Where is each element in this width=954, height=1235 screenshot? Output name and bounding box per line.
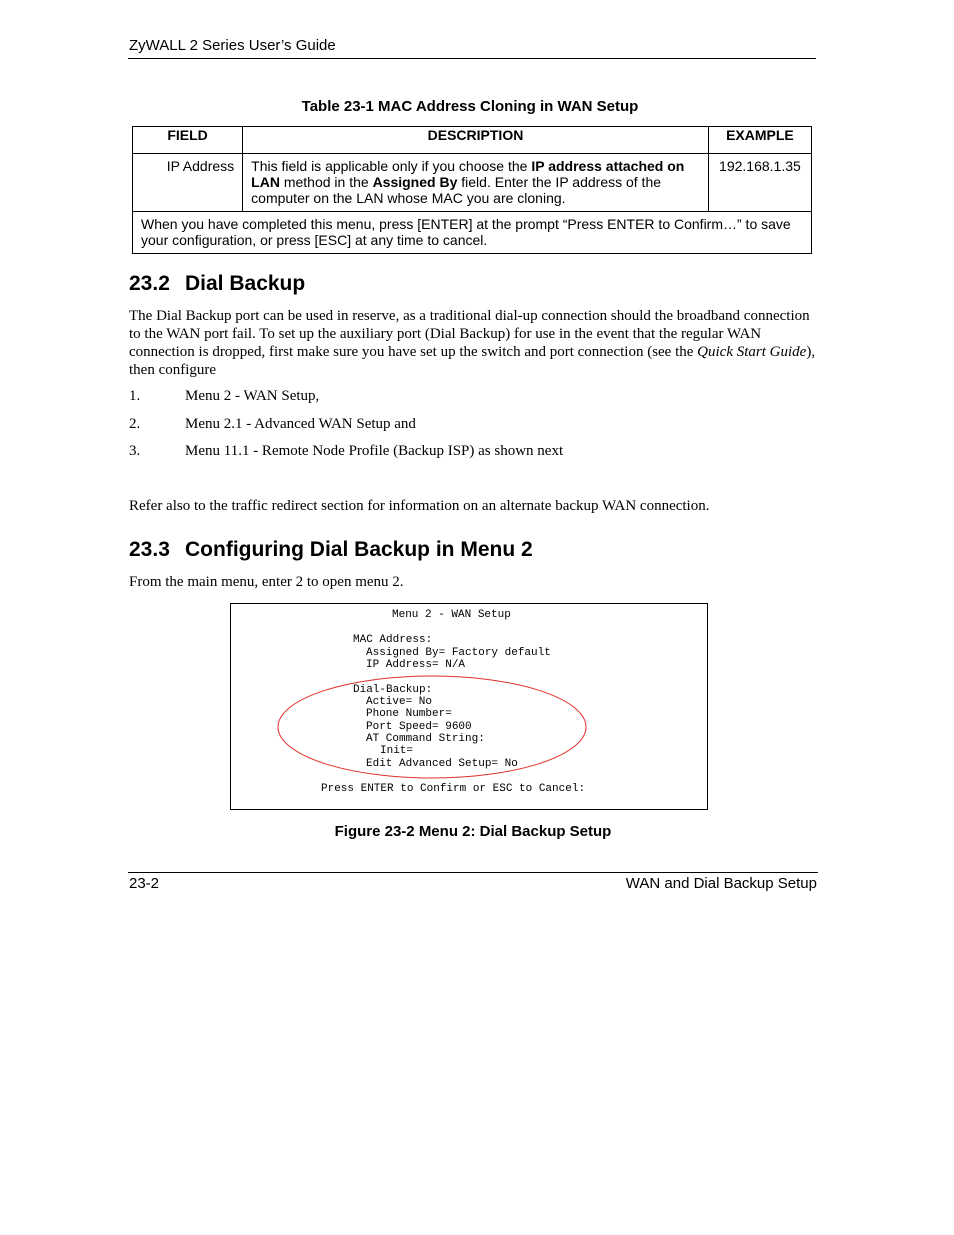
terminal-line: Active= No — [366, 696, 433, 708]
footer-rule — [128, 872, 818, 873]
column-header-example: EXAMPLE — [708, 127, 811, 154]
terminal-line: Phone Number= — [366, 708, 452, 720]
table-caption: Table 23-1 MAC Address Cloning in WAN Setup — [301, 98, 639, 115]
column-header-field: FIELD — [133, 127, 243, 154]
terminal-line: Init= — [380, 745, 414, 757]
section-title: Configuring Dial Backup in Menu 2 — [185, 538, 533, 561]
highlight-ellipse — [277, 675, 589, 781]
terminal-line: Assigned By= Factory default — [366, 647, 551, 659]
section-heading — [129, 538, 533, 562]
cell-example: 192.168.1.35 — [708, 154, 811, 212]
table-note: When you have completed this menu, press [ENTER] at the prompt “Press ENTER to Confirm…” to save your configuration, or press [ESC] at any time to cancel. — [133, 212, 812, 254]
list-number: 3. — [129, 443, 141, 459]
table-header-row — [133, 127, 812, 154]
desc-bold: Assigned By — [372, 174, 458, 190]
section-number: 23.2 — [129, 272, 170, 295]
terminal-line: Port Speed= 9600 — [366, 721, 472, 733]
cell-field: IP Address — [133, 154, 243, 212]
list-number: 2. — [129, 416, 141, 432]
list-number: 1. — [129, 388, 141, 404]
desc-text: field. Enter the IP address of the computer on the LAN whose MAC you are cloning. — [251, 174, 662, 206]
mac-cloning-table — [132, 126, 812, 254]
header-rule — [128, 58, 816, 59]
paragraph — [129, 307, 817, 379]
section-number: 23.3 — [129, 538, 170, 561]
paragraph: From the main menu, enter 2 to open menu 2. — [129, 574, 404, 590]
running-header: ZyWALL 2 Series User’s Guide — [129, 37, 336, 54]
page-number: 23-2 — [129, 875, 160, 892]
paragraph-italic: Quick Start Guide — [697, 344, 807, 360]
terminal-prompt: Press ENTER to Confirm or ESC to Cancel: — [321, 783, 586, 795]
terminal-line: AT Command String: — [366, 733, 485, 745]
paragraph-text: The Dial Backup port can be used in reserve, as a traditional dial-up connection should the broadband connection to the WAN port fail. To set up the auxiliary port (Dial Backup) for use in the event that the regular WAN connection is dropped, first make sure you have set up the switch and port connection (see the — [129, 308, 810, 360]
section-heading — [129, 272, 305, 296]
list-text: Menu 2 - WAN Setup, — [185, 388, 320, 404]
table-note-row — [133, 212, 812, 254]
terminal-line: Dial-Backup: — [353, 684, 433, 696]
figure-caption: Figure 23-2 Menu 2: Dial Backup Setup — [334, 823, 612, 840]
terminal-menu-title: Menu 2 - WAN Setup — [392, 609, 511, 621]
terminal-line: MAC Address: — [353, 634, 433, 646]
terminal-line: IP Address= N/A — [366, 659, 466, 671]
table-row — [133, 154, 812, 212]
chapter-title: WAN and Dial Backup Setup — [625, 875, 817, 892]
terminal-line: Edit Advanced Setup= No — [366, 758, 518, 770]
column-header-description: DESCRIPTION — [243, 127, 709, 154]
section-title: Dial Backup — [185, 272, 306, 295]
desc-text: This field is applicable only if you choose the — [251, 158, 532, 174]
desc-bold: IP address attached on LAN — [251, 158, 685, 190]
paragraph: Refer also to the traffic redirect section for information on an alternate backup WAN connection. — [129, 498, 710, 514]
desc-text: method in the — [279, 174, 373, 190]
list-text: Menu 2.1 - Advanced WAN Setup and — [185, 416, 416, 432]
cell-description — [243, 154, 709, 212]
list-text: Menu 11.1 - Remote Node Profile (Backup ISP) as shown next — [185, 443, 564, 459]
paragraph-text: ), then configure — [129, 344, 816, 378]
